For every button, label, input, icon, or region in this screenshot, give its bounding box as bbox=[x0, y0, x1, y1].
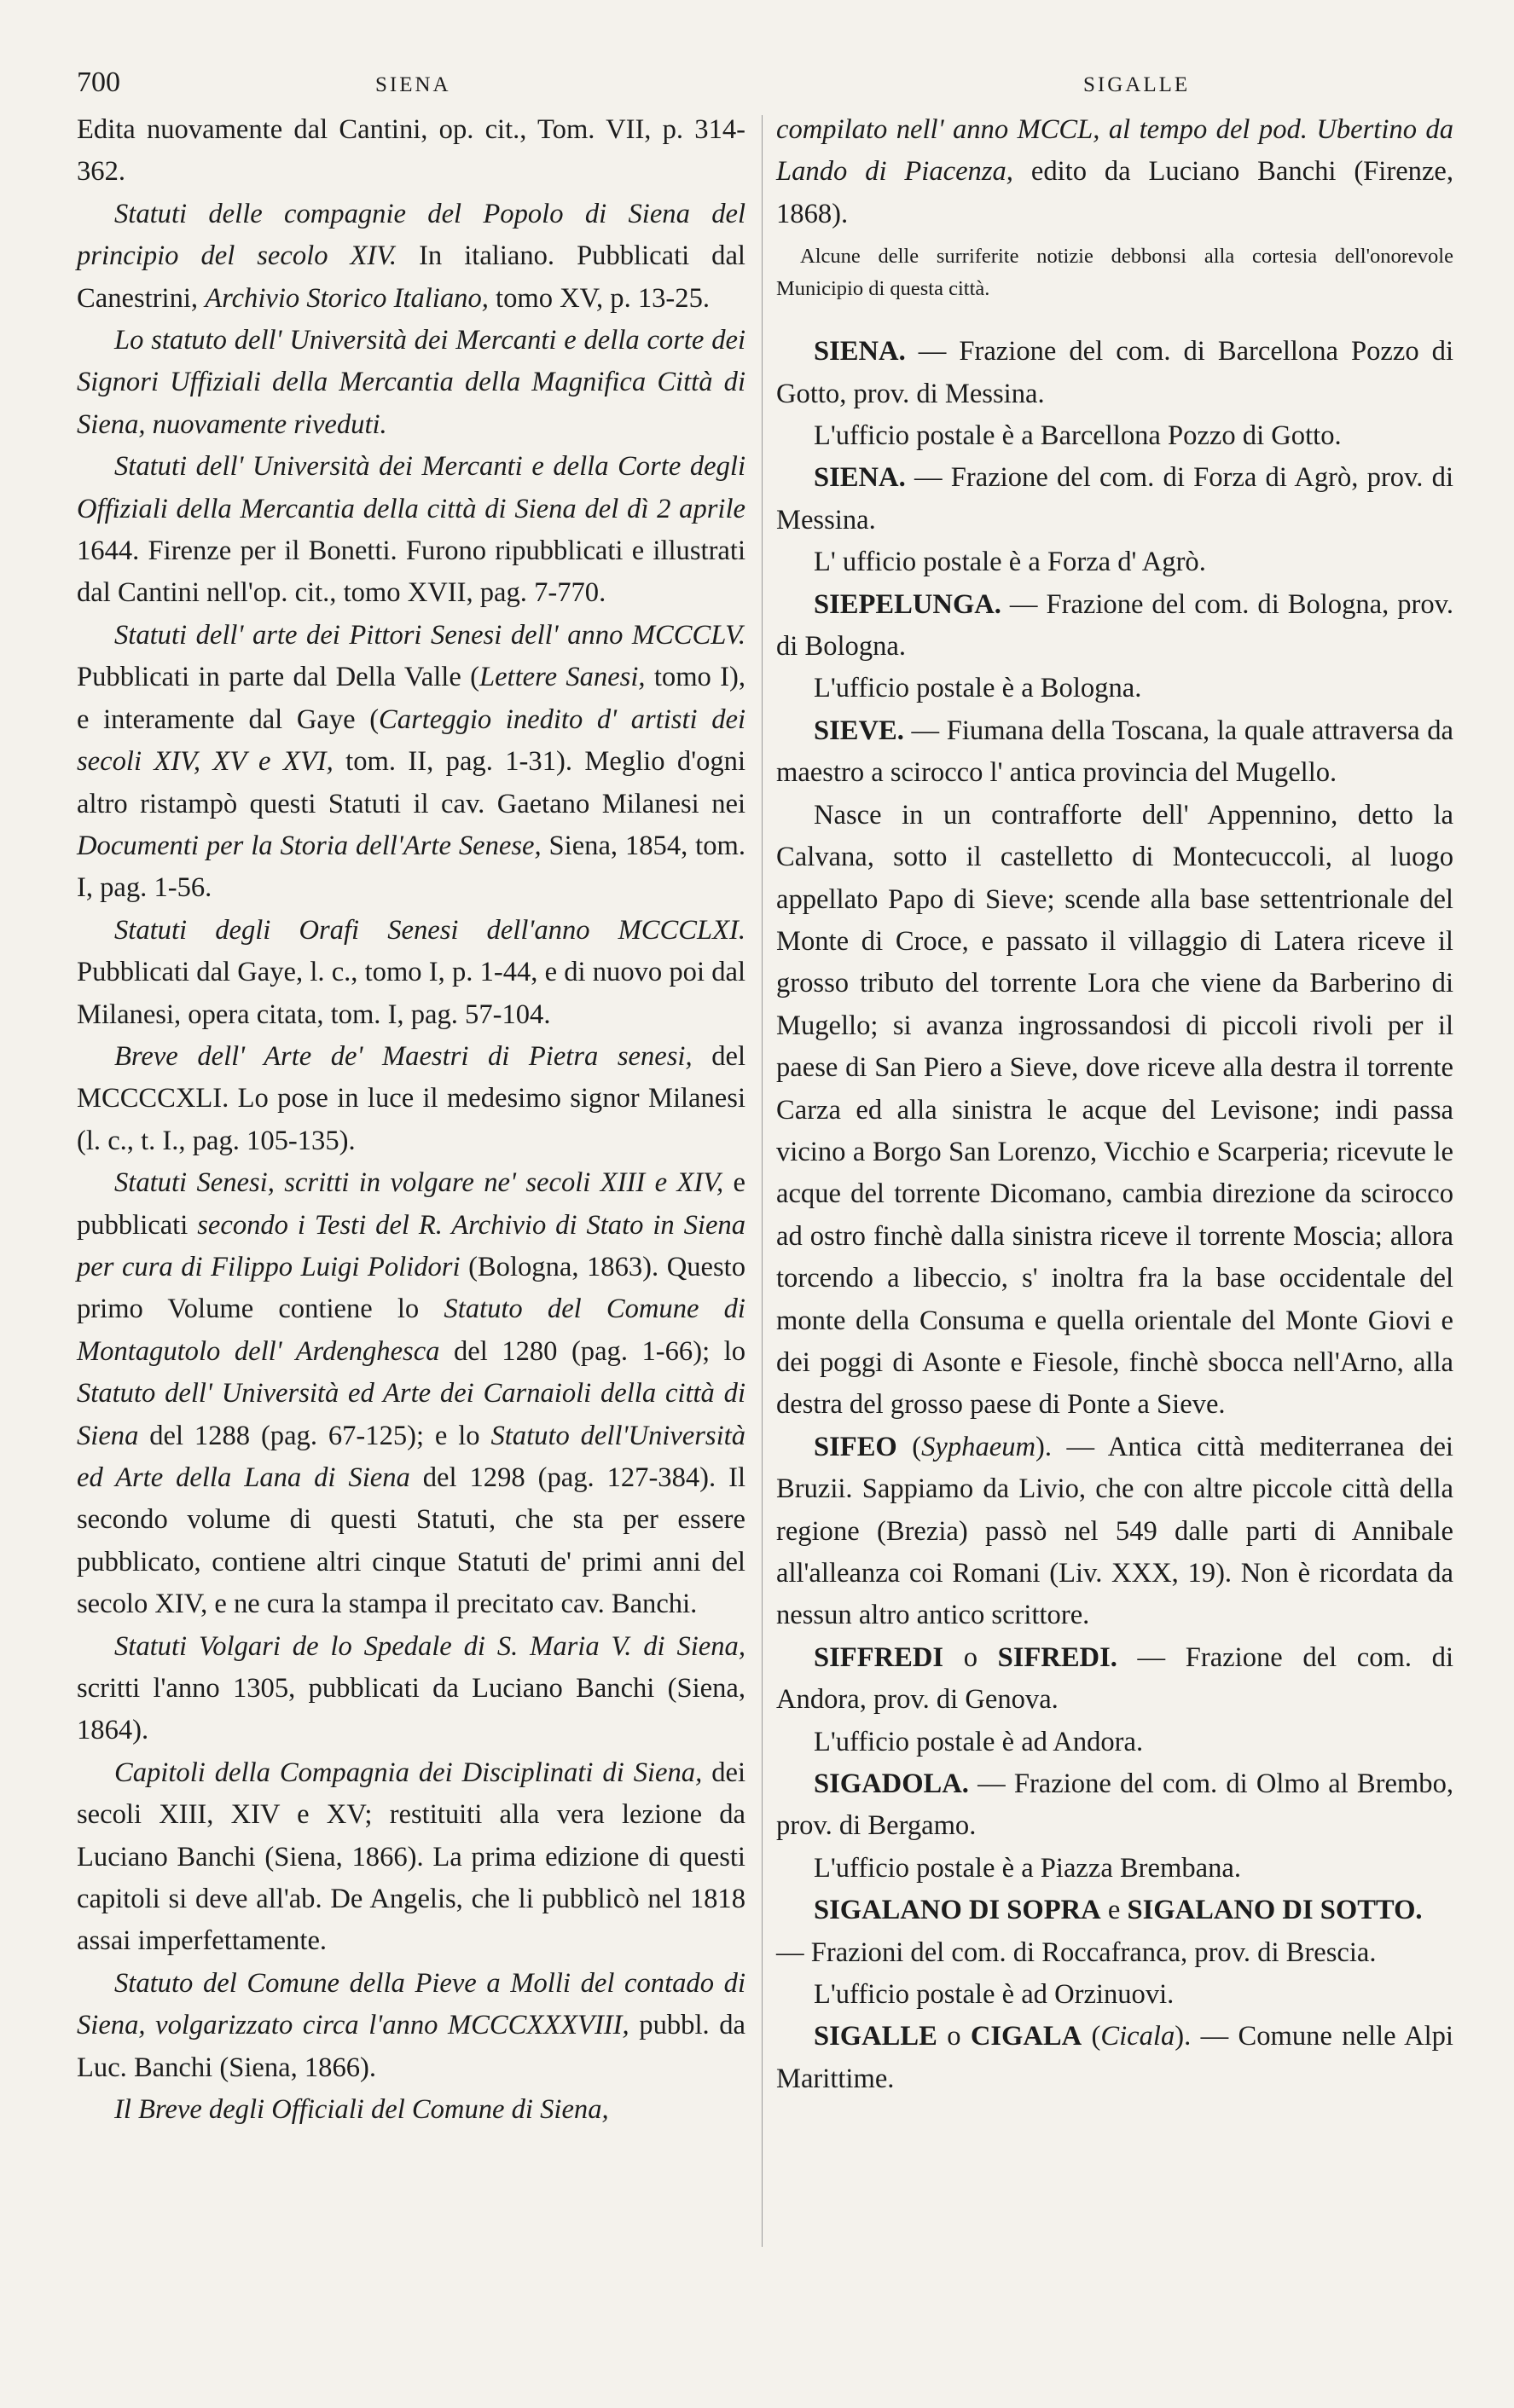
text-run: L'ufficio postale è a Bologna. bbox=[814, 673, 1142, 704]
paragraph bbox=[77, 194, 745, 320]
paragraph bbox=[77, 1963, 745, 2089]
text-run: tomo I), e interamente dal Gaye ( bbox=[77, 662, 745, 735]
italic-text: compilato nell' anno MCCL, al tempo del pod. Ubertino da Lando di Piacenza, bbox=[776, 114, 1453, 188]
paragraph bbox=[776, 584, 1453, 669]
paragraph bbox=[776, 1890, 1453, 1931]
italic-text: Documenti per la Storia dell'Arte Senese, bbox=[77, 830, 542, 861]
page-header bbox=[77, 67, 1454, 107]
italic-text: Statuti dell' Università dei Mercanti e della Corte degli Offiziali della Mercantia della città di Siena del dì 2 aprile bbox=[77, 451, 745, 524]
right-running-head: SIGALLE bbox=[1083, 73, 1191, 96]
text-run: Siena, 1854, tom. I, pag. 1-56. bbox=[77, 830, 745, 904]
page-number: 700 bbox=[77, 67, 120, 98]
paragraph bbox=[77, 910, 745, 1036]
text-run: ). — Antica città mediterranea dei Bruzii. Sappiamo da Livio, che con altre piccole città della regione (Brezia) passò nel 549 dalle parti di Annibale all'alleanza coi Romani (Liv. XXX, 19). Non è ricordata da nessun altro antico scrittore. bbox=[776, 1431, 1453, 1631]
entry-headword: SIGALLE bbox=[814, 2021, 937, 2052]
text-run: — Frazione del com. di Olmo al Brembo, prov. di Bergamo. bbox=[776, 1768, 1453, 1842]
text-run: In italiano. Pubblicati dal Canestrini, bbox=[77, 240, 745, 314]
text-run: Nasce in un contrafforte dell' Appennino, detto la Calvana, sotto il castelletto di Montecuccoli, al luogo appellato Papo di Sieve; scende alla base settentrionale del Monte di Croce, e passato il villaggio di Latera riceve il grosso tributo del torrente Lora che viene da Barberino di Mugello; si avanza ingrossandosi di piccoli rivoli per il paese di San Piero a Sieve, dove riceve alla destra il torrente Carza ed alla sinistra le acque del Levisone; indi passa vicino a Borgo San Lorenzo, Vicchio e Scarperia; ricevute le acque del torrente Dicomano, cambia direzione da scirocco ad ostro finchè dalla sinistra riceve il torrente Moscia; allora torcendo a libeccio, s' inoltra fra la base occidentale del monte della Consuma e quella orientale del Monte Giovi e dei poggi di Asonte e Fiesole, finchè sbocca nell'Arno, alla destra del grosso paese di Ponte a Sieve. bbox=[776, 799, 1453, 1421]
italic-text: Capitoli della Compagnia dei Disciplinati di Siena, bbox=[114, 1757, 703, 1788]
italic-text: Archivio Storico Italiano, bbox=[205, 282, 489, 314]
entry-headword: SIEVE. bbox=[814, 715, 904, 746]
text-run: del MCCCCXLI. Lo pose in luce il medesimo signor Milanesi (l. c., t. I., pag. 105-135). bbox=[77, 1040, 745, 1156]
italic-text: Syphaeum bbox=[921, 1431, 1036, 1462]
text-run: del 1298 (pag. 127-384). Il secondo volume di questi Statuti, che sta per essere pubblicato, contiene altri cinque Statuti de' primi anni del secolo XIV, e ne cura la stampa il precitato cav. Banchi. bbox=[77, 1462, 745, 1620]
text-run: del 1280 (pag. 1-66); lo bbox=[439, 1335, 745, 1367]
text-run: pubbl. da Luc. Banchi (Siena, 1866). bbox=[77, 2010, 746, 2083]
entry-headword: CIGALA bbox=[970, 2021, 1082, 2052]
left-running-head: SIENA bbox=[375, 73, 451, 96]
italic-text: Statuti degli Orafi Senesi dell'anno MCCCLXI. bbox=[114, 914, 745, 946]
italic-text: Carteggio inedito d' artisti dei secoli XIV, XV e XVI, bbox=[77, 703, 745, 778]
paragraph bbox=[776, 457, 1453, 541]
paragraph bbox=[77, 2089, 745, 2131]
paragraph bbox=[776, 710, 1453, 795]
text-run: del 1288 (pag. 67-125); e lo bbox=[138, 1420, 491, 1451]
text-run: e bbox=[1100, 1895, 1128, 1926]
paragraph bbox=[776, 795, 1453, 1427]
italic-text: Statuti delle compagnie del Popolo di Siena del principio del secolo XIV. bbox=[77, 198, 745, 272]
paragraph bbox=[776, 1974, 1453, 2016]
paragraph bbox=[776, 109, 1453, 235]
entry-headword: SIENA. bbox=[814, 462, 906, 494]
paragraph bbox=[77, 1626, 745, 1752]
text-run: L'ufficio postale è ad Andora. bbox=[814, 1726, 1144, 1757]
text-run: tom. II, pag. 1-31). Meglio d'ogni altro ristampò questi Statuti il cav. Gaetano Milanesi nei bbox=[77, 746, 745, 819]
italic-text: Lo statuto dell' Università dei Mercanti e della corte dei Signori Uffiziali della Mercantia della Magnifica Città di Siena, nuovamente riveduti. bbox=[77, 325, 745, 440]
text-run: — Frazione del com. di Forza di Agrò, prov. di Messina. bbox=[776, 462, 1453, 535]
paragraph bbox=[776, 541, 1453, 583]
paragraph bbox=[77, 1162, 745, 1625]
text-run: L'ufficio postale è a Piazza Brembana. bbox=[814, 1852, 1241, 1884]
column-divider bbox=[762, 115, 763, 2247]
text-run: Pubblicati in parte dal Della Valle ( bbox=[77, 662, 479, 693]
text-run: o bbox=[943, 1641, 998, 1673]
text-run: — Frazione del com. di Andora, prov. di Genova. bbox=[776, 1641, 1453, 1716]
paragraph bbox=[776, 1427, 1453, 1637]
paragraph bbox=[776, 1722, 1453, 1763]
text-run: 1644. Firenze per il Bonetti. Furono ripubblicati e illustrati dal Cantini nell'op. cit., tomo XVII, pag. 7-770. bbox=[77, 535, 745, 609]
text-run: Edita nuovamente dal Cantini, op. cit., Tom. VII, p. 314-362. bbox=[77, 114, 745, 188]
left-column bbox=[77, 109, 745, 2132]
text-run: edito da Luciano Banchi (Firenze, 1868). bbox=[776, 156, 1454, 229]
paragraph bbox=[776, 1637, 1453, 1722]
entry-headword: SIFFREDI bbox=[814, 1641, 944, 1673]
italic-text: Lettere Sanesi, bbox=[479, 662, 646, 693]
text-run: e pubblicati bbox=[77, 1167, 745, 1241]
text-run: — Frazioni del com. di Roccafranca, prov. di Brescia. bbox=[776, 1936, 1377, 1968]
text-run: ( bbox=[1082, 2021, 1101, 2052]
paragraph bbox=[776, 415, 1453, 457]
entry-headword: SIGADOLA. bbox=[814, 1768, 969, 1800]
paragraph bbox=[776, 1763, 1453, 1848]
text-run: dei secoli XIII, XIV e XV; restituiti alla vera lezione da Luciano Banchi (Siena, 1866). La prima edizione di questi capitoli si deve all'ab. De Angelis, che li pubblicò nel 1818 assai imperfettamente. bbox=[77, 1757, 745, 1957]
italic-text: Breve dell' Arte de' Maestri di Pietra senesi, bbox=[114, 1040, 693, 1072]
entry-headword: SIEPELUNGA. bbox=[814, 588, 1001, 620]
paragraph bbox=[776, 1932, 1453, 1974]
italic-text: Statuto del Comune di Montagutolo dell' Ardenghesca bbox=[77, 1294, 745, 1367]
entry-headword: SIENA. bbox=[814, 336, 906, 368]
text-run: Pubblicati dal Gaye, l. c., tomo I, p. 1-44, e di nuovo poi dal Milanesi, opera citata, tom. I, pag. 57-104. bbox=[77, 957, 745, 1030]
text-run: ( bbox=[896, 1431, 922, 1462]
paragraph bbox=[77, 446, 745, 615]
text-run: scritti l'anno 1305, pubblicati da Luciano Banchi (Siena, 1864). bbox=[77, 1673, 745, 1746]
right-column bbox=[776, 109, 1453, 2100]
text-run: — Fiumana della Toscana, la quale attraversa da maestro a scirocco l' antica provincia del Mugello. bbox=[776, 715, 1453, 789]
italic-text: secondo i Testi del R. Archivio di Stato in Siena per cura di Filippo Luigi Polidori bbox=[77, 1209, 745, 1282]
paragraph bbox=[77, 320, 745, 446]
paragraph bbox=[77, 1752, 745, 1963]
text-run: L' ufficio postale è a Forza d' Agrò. bbox=[814, 547, 1206, 578]
italic-text: Statuti Volgari de lo Spedale di S. Maria V. di Siena, bbox=[114, 1630, 745, 1662]
paragraph bbox=[776, 2016, 1453, 2100]
italic-text: Cicala bbox=[1100, 2021, 1175, 2052]
paragraph bbox=[776, 331, 1453, 415]
text-run: — Frazione del com. di Barcellona Pozzo di Gotto, prov. di Messina. bbox=[776, 336, 1453, 409]
text-run: — Frazione del com. di Bologna, prov. di Bologna. bbox=[776, 588, 1453, 663]
italic-text: Statuti dell' arte dei Pittori Senesi dell' anno MCCCLV. bbox=[114, 619, 745, 651]
entry-headword: SIGALANO DI SOTTO. bbox=[1127, 1895, 1423, 1926]
paragraph bbox=[77, 109, 745, 194]
paragraph bbox=[776, 1848, 1453, 1890]
paragraph bbox=[776, 668, 1453, 709]
paragraph bbox=[77, 1036, 745, 1162]
entry-headword: SIGALANO DI SOPRA bbox=[814, 1895, 1101, 1926]
italic-text: Statuto dell' Università ed Arte dei Carnaioli della città di Siena bbox=[77, 1378, 745, 1451]
text-run: tomo XV, p. 13-25. bbox=[488, 282, 711, 314]
italic-text: Statuto del Comune della Pieve a Molli del contado di Siena, volgarizzato circa l'anno MCCCXXXVIII, bbox=[77, 1967, 745, 2041]
text-run: Alcune delle surriferite notizie debbonsi alla cortesia dell'onorevole Municipio di questa città. bbox=[776, 245, 1453, 301]
entry-headword: SIFEO bbox=[814, 1431, 897, 1462]
footnote bbox=[776, 240, 1453, 305]
entry-headword: SIFREDI. bbox=[997, 1641, 1117, 1673]
text-run: ). — Comune nelle Alpi Marittime. bbox=[776, 2021, 1453, 2094]
text-run: (Bologna, 1863). Questo primo Volume contiene lo bbox=[77, 1251, 745, 1325]
italic-text: Statuti Senesi, scritti in volgare ne' secoli XIII e XIV, bbox=[114, 1167, 724, 1199]
italic-text: Statuto dell'Università ed Arte della Lana di Siena bbox=[77, 1420, 746, 1493]
paragraph bbox=[77, 615, 745, 910]
italic-text: Il Breve degli Officiali del Comune di Siena, bbox=[114, 2094, 609, 2126]
text-run: o bbox=[937, 2021, 971, 2052]
text-run: L'ufficio postale è a Barcellona Pozzo di Gotto. bbox=[814, 420, 1342, 452]
text-run: L'ufficio postale è ad Orzinuovi. bbox=[814, 1979, 1175, 2011]
